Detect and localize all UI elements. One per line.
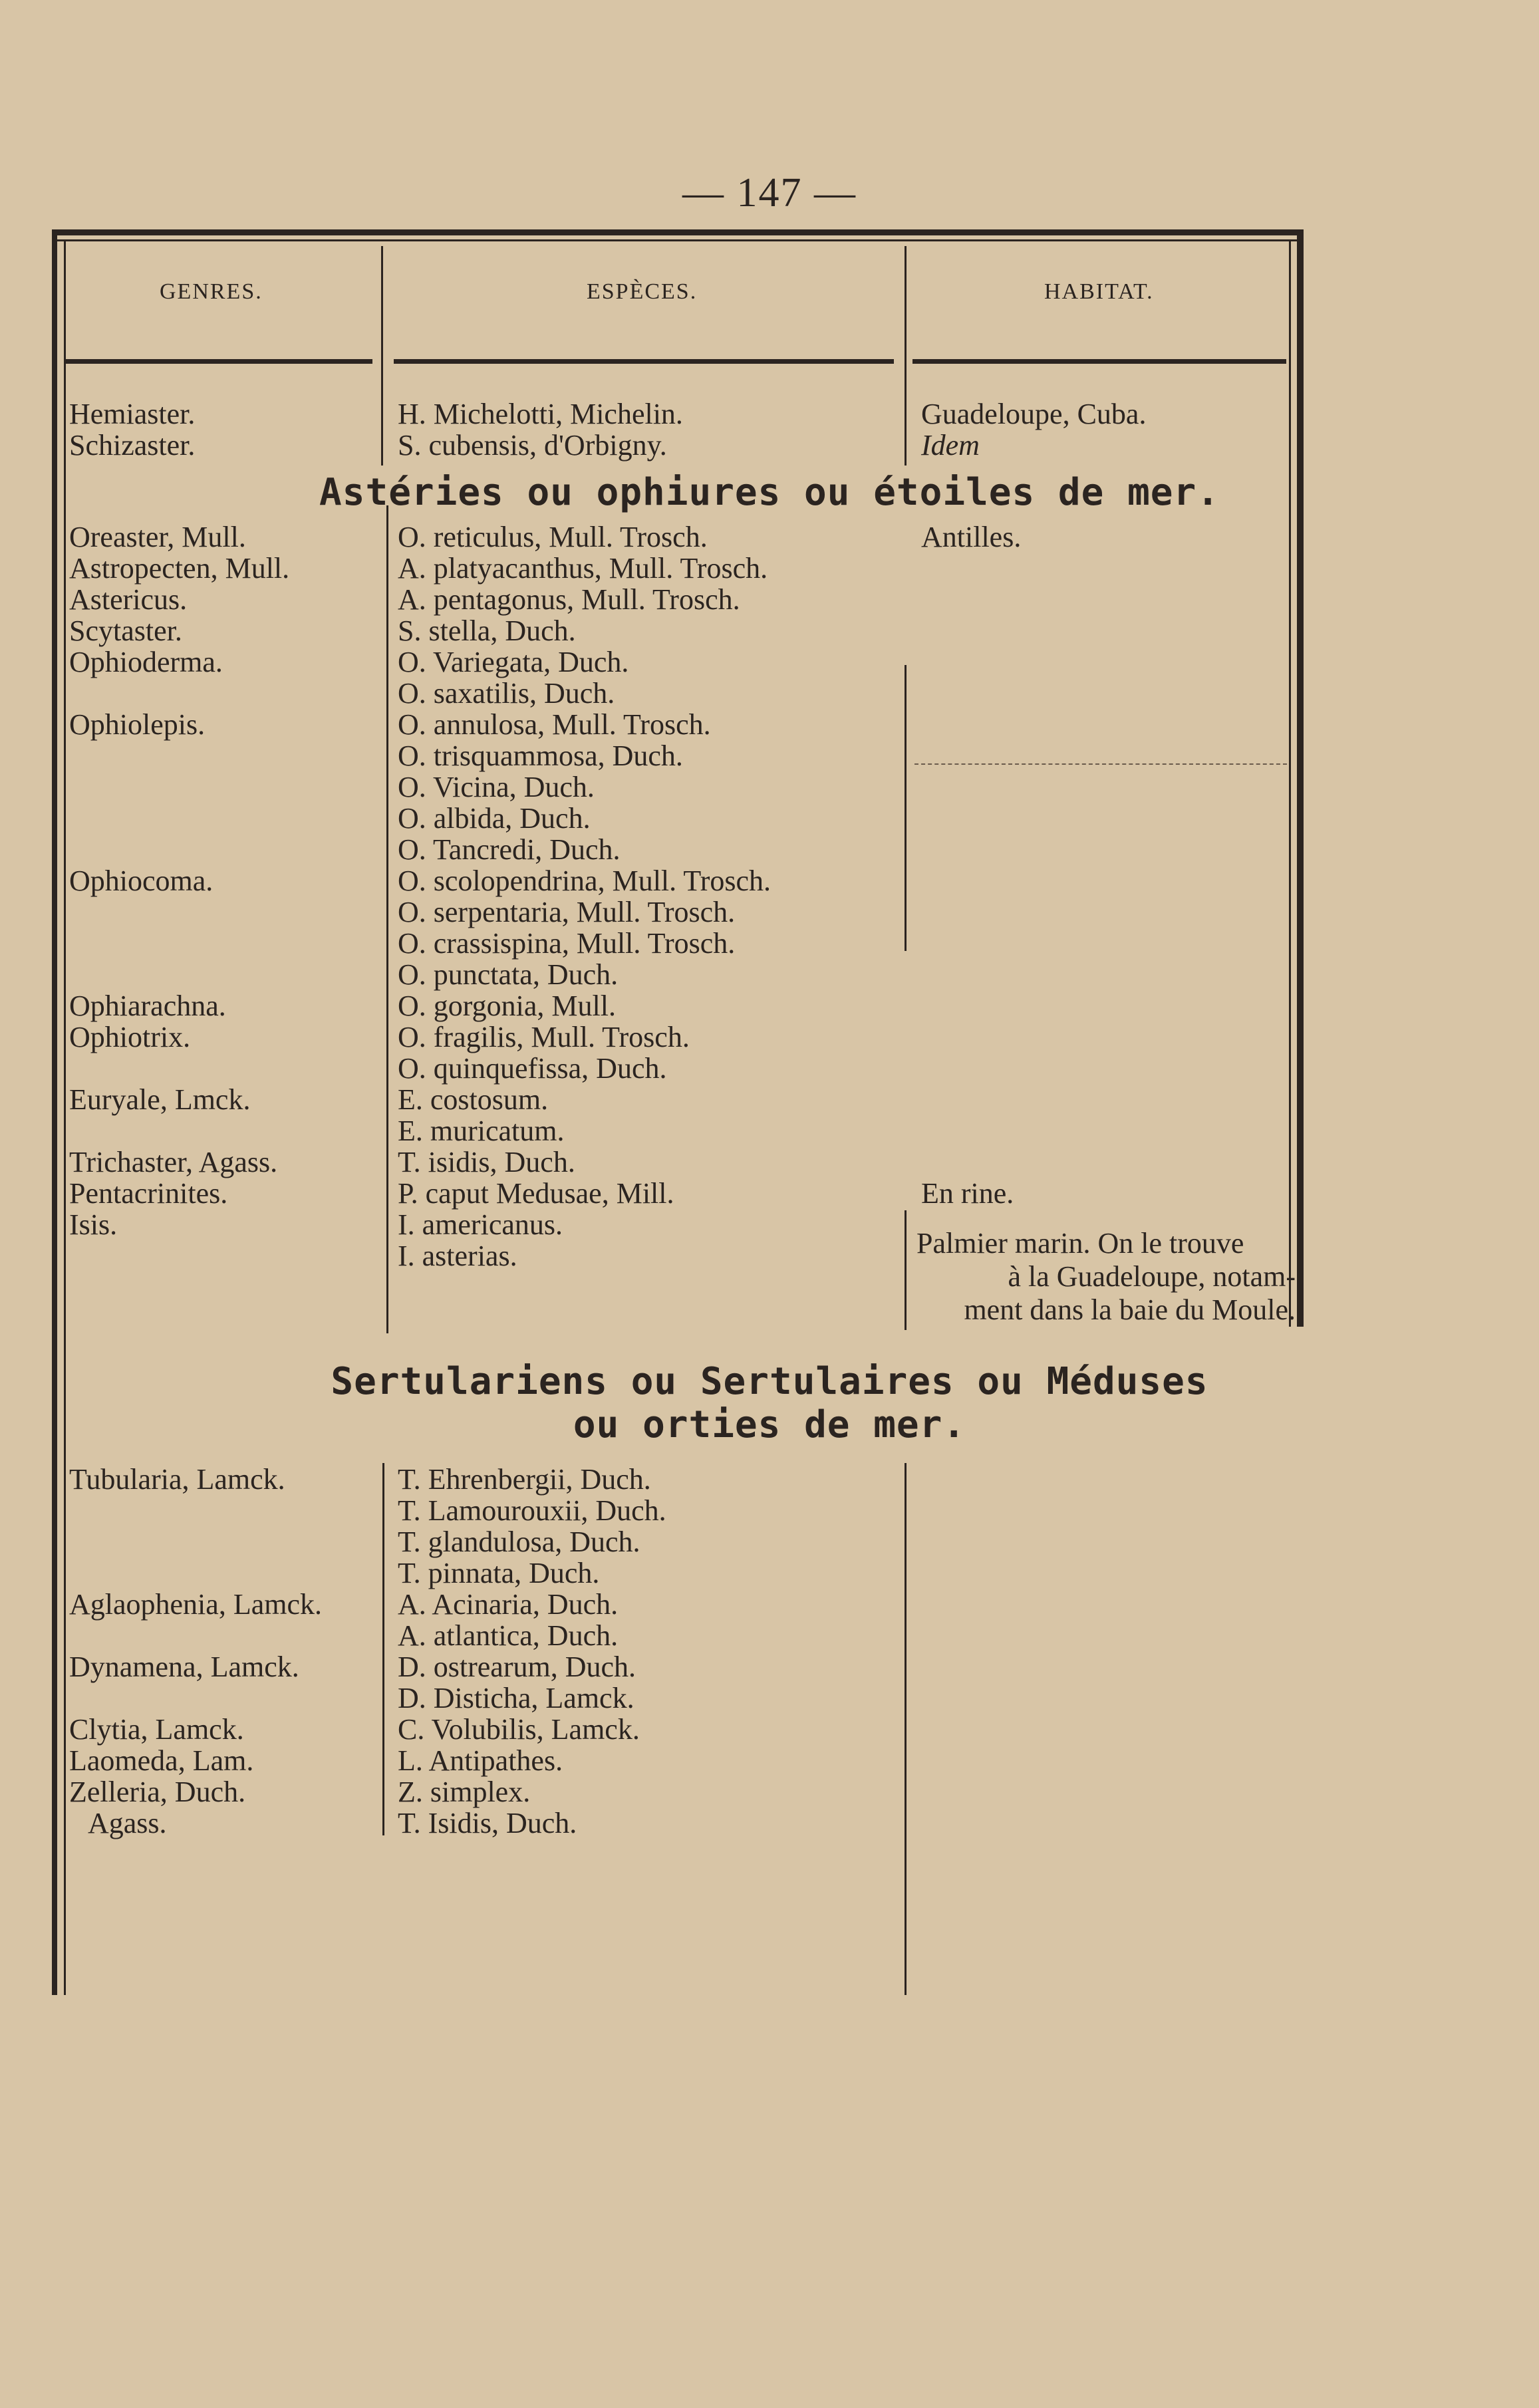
espece-cell: O. quinquefissa, Duch. (398, 1052, 667, 1085)
genre-cell: Schizaster. (69, 429, 196, 462)
espece-cell: O. fragilis, Mull. Trosch. (398, 1021, 690, 1053)
genre-cell: Ophiocoma. (69, 865, 213, 897)
genre-cell: Zelleria, Duch. (69, 1776, 246, 1808)
espece-cell: D. ostrearum, Duch. (398, 1651, 636, 1683)
genre-cell: Trichaster, Agass. (69, 1146, 278, 1178)
header-especes: ESPÈCES. (587, 279, 698, 304)
espece-cell: E. costosum. (398, 1083, 549, 1116)
espece-cell: E. muricatum. (398, 1115, 565, 1147)
habitat-note-line: ment dans la baie du Moule. (964, 1293, 1296, 1326)
section-title-sertulariens-line2: ou orties de mer. (573, 1403, 966, 1446)
genre-cell: Dynamena, Lamck. (69, 1651, 299, 1683)
espece-cell: T. isidis, Duch. (398, 1146, 575, 1178)
espece-cell: A. platyacanthus, Mull. Trosch. (398, 552, 768, 585)
genre-cell: Astropecten, Mull. (69, 552, 290, 585)
genre-cell: Pentacrinites. (69, 1177, 228, 1210)
column-divider-1c (382, 1463, 384, 1835)
espece-cell: L. Antipathes. (398, 1744, 563, 1777)
espece-cell: O. gorgonia, Mull. (398, 990, 616, 1022)
table-right-border (1297, 229, 1304, 1327)
espece-cell: O. punctata, Duch. (398, 958, 619, 991)
espece-cell: I. americanus. (398, 1208, 563, 1241)
espece-cell: O. crassispina, Mull. Trosch. (398, 927, 736, 960)
espece-cell: H. Michelotti, Michelin. (398, 398, 683, 430)
genre-cell: Aglaophenia, Lamck. (69, 1588, 322, 1621)
habitat-cell: Guadeloupe, Cuba. (921, 398, 1147, 430)
espece-cell: O. reticulus, Mull. Trosch. (398, 521, 708, 553)
genre-cell: Ophiotrix. (69, 1021, 191, 1053)
espece-cell: O. Variegata, Duch. (398, 646, 629, 678)
espece-cell: A. atlantica, Duch. (398, 1619, 619, 1652)
table-top-rule (53, 229, 1304, 235)
espece-cell: O. Tancredi, Duch. (398, 833, 621, 866)
espece-cell: A. pentagonus, Mull. Trosch. (398, 583, 740, 616)
espece-cell: I. asterias. (398, 1240, 517, 1272)
isis-habitat-note (916, 1227, 1296, 1327)
espece-cell: A. Acinaria, Duch. (398, 1588, 619, 1621)
espece-cell: O. albida, Duch. (398, 802, 591, 835)
header-genres: GENRES. (160, 279, 263, 304)
habitat-note-line: à la Guadeloupe, notam- (1008, 1260, 1296, 1293)
habitat-note-line: Palmier marin. On le trouve (916, 1227, 1244, 1260)
espece-cell: C. Volubilis, Lamck. (398, 1713, 640, 1746)
section-title-asteries: Astéries ou ophiures ou étoiles de mer. (319, 471, 1220, 514)
genre-cell: Oreaster, Mull. (69, 521, 246, 553)
genre-cell: Hemiaster. (69, 398, 196, 430)
espece-cell: T. glandulosa, Duch. (398, 1526, 640, 1558)
espece-cell: O. annulosa, Mull. Trosch. (398, 708, 711, 741)
espece-cell: Z. simplex. (398, 1776, 531, 1808)
section-title-sertulariens: Sertulariens ou Sertulaires ou Méduses (331, 1360, 1208, 1403)
table-right-border-thin (1289, 239, 1291, 1327)
column-divider-1a (381, 246, 383, 466)
header-habitat: HABITAT. (1044, 279, 1154, 304)
genre-cell: Agass. (88, 1807, 167, 1839)
column-divider-1b (386, 505, 388, 1333)
espece-cell: T. Isidis, Duch. (398, 1807, 577, 1839)
column-divider-2d (905, 1463, 907, 1995)
header-rule-genres (65, 359, 372, 364)
header-rule-especes (394, 359, 894, 364)
espece-cell: T. Lamourouxii, Duch. (398, 1494, 666, 1527)
espece-cell: T. pinnata, Duch. (398, 1557, 600, 1589)
espece-cell: P. caput Medusae, Mill. (398, 1177, 674, 1210)
espece-cell: D. Disticha, Lamck. (398, 1682, 634, 1714)
espece-cell: S. cubensis, d'Orbigny. (398, 429, 667, 462)
dashed-rule (914, 763, 1287, 765)
espece-cell: O. Vicina, Duch. (398, 771, 595, 803)
table-top-rule-thin (53, 239, 1304, 241)
espece-cell: O. saxatilis, Duch. (398, 677, 615, 710)
genre-cell: Tubularia, Lamck. (69, 1463, 285, 1496)
genre-cell: Laomeda, Lam. (69, 1744, 254, 1777)
espece-cell: O. trisquammosa, Duch. (398, 739, 683, 772)
genre-cell: Isis. (69, 1208, 118, 1241)
page-number: — 147 — (682, 170, 857, 215)
header-rule-habitat (912, 359, 1286, 364)
habitat-cell: Idem (921, 429, 980, 462)
habitat-cell: Antilles. (921, 521, 1022, 553)
column-divider-2c (905, 1210, 907, 1330)
espece-cell: T. Ehrenbergii, Duch. (398, 1463, 651, 1496)
genre-cell: Ophioderma. (69, 646, 223, 678)
genre-cell: Scytaster. (69, 614, 182, 647)
column-divider-2a (905, 246, 907, 466)
genre-cell: Astericus. (69, 583, 188, 616)
genre-cell: Ophiarachna. (69, 990, 226, 1022)
genre-cell: Euryale, Lmck. (69, 1083, 251, 1116)
espece-cell: S. stella, Duch. (398, 614, 576, 647)
genre-cell: Clytia, Lamck. (69, 1713, 244, 1746)
genre-cell: Ophiolepis. (69, 708, 206, 741)
habitat-cell: En rine. (921, 1177, 1014, 1210)
espece-cell: O. scolopendrina, Mull. Trosch. (398, 865, 771, 897)
column-divider-2b (905, 665, 907, 951)
espece-cell: O. serpentaria, Mull. Trosch. (398, 896, 736, 928)
